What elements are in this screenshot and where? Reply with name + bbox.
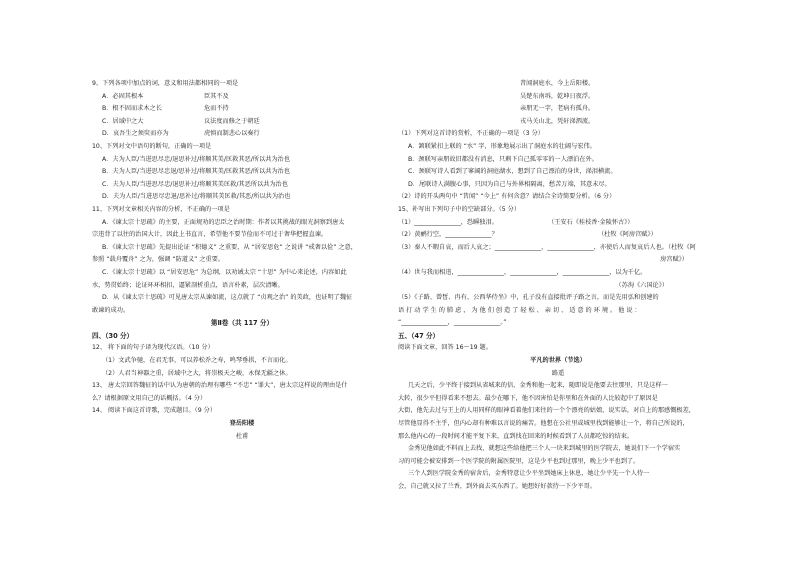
section5-intro: 阅读下面文章，回答 16～19 题。 <box>398 344 492 352</box>
q14-1-option-d[interactable]: D．尾联诗人满腹心事，只因为自己与外界相隔离，愁苦万端，其意未尽。 <box>408 180 611 188</box>
q9-row-c <box>92 116 392 129</box>
poem-line-4: 戎马关山北，凭轩涕泗流。 <box>520 117 595 125</box>
q9-option-a-pair: 臣其不及 <box>204 92 229 100</box>
right-column <box>398 78 718 494</box>
q9-option-d-pair: 虎慎而制悲心以奏行 <box>204 130 260 138</box>
q14-2-stem: （2）诗的开头两句中 “昔闻” “今上” 有何含意？请结合全诗简要分析。（6 分） <box>398 193 616 201</box>
q14-1-stem: （1）下列对这首诗的赏析，不正确的一项是（3 分） <box>398 130 544 138</box>
essay-paragraph: 几天之后，少平终于接到从省城来的信，金秀和他一起来，随即说是他要去往那里，只是这样一 <box>408 382 668 390</box>
q15-blank-2[interactable]: （2）黄鹂行空，_______________？ <box>398 231 498 239</box>
q10-stem: 10、下列对文中语句的断句，正确的一项是 <box>92 142 212 150</box>
q15-blank-5[interactable]: “_______________，_______________。” <box>398 319 507 327</box>
q13-line-1: 13、 唐太宗回答魏征的话中认为唐朝的治理有哪些 “不忠” “罪大”，唐太宗这样说的理由是什 <box>92 382 348 390</box>
q15-source-2: （杜牧《阿房宫赋》） <box>598 231 657 239</box>
q12-sentence-2: （2）人君当神器之重，居域中之大，将崇极天之峻，永保无疆之休。 <box>102 369 292 377</box>
q11-option-d-cont: 敢谏的成功。 <box>92 306 130 314</box>
q11-option-a-cont: 宗违背了以往的治国大计，因此上书直言，希望他不要节俭而不可过于奢华把握直谏。 <box>92 231 328 239</box>
q10-option-d[interactable]: D．夫为人臣/当进思尽忠退/思补过/将顺其美匡救/其恶/所以共为治也 <box>102 193 291 201</box>
q15-source-3: 房宫赋》） <box>660 256 688 264</box>
section5-title: 五、（47 分） <box>398 331 440 340</box>
q14-1-option-b[interactable]: B．颈联写亲朋故旧都没有消息，只剩下自己孤零零的一人漂泊在外。 <box>408 155 598 163</box>
q12-stem: 12、 将下面的句子译为现代汉语。（10 分） <box>92 344 214 352</box>
q11-option-b-cont: 参照 “载舟覆舟” 之为，强调 “防道义” 之重要。 <box>92 256 225 264</box>
poem-author: 杜甫 <box>235 432 249 440</box>
q9-option-b[interactable]: B．根不固而求木之长 <box>102 105 162 113</box>
q11-option-a[interactable]: A．《谏太宗十思疏》的主要，正面规劝的忠臣之治时期：作者以其挑战的眼光洞察到唐太 <box>102 218 345 226</box>
q11-stem: 11、下列对文章相关内容的分析，不正确的一项是 <box>92 205 230 213</box>
q15-source-4: （苏洵《六国论》） <box>615 281 668 289</box>
q15-blank-3[interactable]: （3）秦人不暇自哀，而后人哀之；_______________，_______________，亦使后人而复哀后人也。（杜牧《阿 <box>398 243 696 251</box>
q14-1-option-a[interactable]: A．颔联紧扣上联的 “水” 字，形象地展示出了洞庭水的壮阔与宏伟。 <box>408 142 596 150</box>
q15-blank-4[interactable]: （4）世与我而相违，_______________，_______________，_______________，以为千亿。 <box>398 268 647 276</box>
q15-blank-1[interactable]: （1）_______________，恐瞬独泪。 <box>398 218 498 226</box>
essay-title: 平凡的世界（节选） <box>530 357 586 365</box>
poem-title: 登岳阳楼 <box>229 420 255 428</box>
part2-title: 第Ⅱ卷（共 117 分） <box>210 319 274 328</box>
q15-row-2 <box>398 229 718 242</box>
q14-1-option-c[interactable]: C．颈联写诗人看到了寥阔的洞庭湖水，想到了自己漂泊的身世，涕泪横流。 <box>408 168 617 176</box>
q13-line-2: 么？请根据原文用自己的话概括。（4 分） <box>92 394 207 402</box>
q10-option-b[interactable]: B．夫为人臣/当进思尽忠退/思补过/将顺其美/匡救其恶/所以共为治也 <box>102 168 290 176</box>
q15-item-5-cont: 语 打 动 学 生 的 肺 虑 ， 为 他 们 创 造 了 轻 松 、 亲 切 、 适 意 的 环 境 。 他 说 ： <box>398 306 641 314</box>
essay-paragraph: 会，自己就又拉了兰香，到外面去买东西了。她想好好款待一下少平哥。 <box>398 483 596 490</box>
q11-option-d[interactable]: D．从《谏太宗十思疏》可见唐太宗从谏如流，这点就了 “贞观之治” 的美政，也证明了魏征 <box>102 294 353 302</box>
section4-title: 四、（30 分） <box>92 331 134 340</box>
essay-paragraph: 大街，他先去过与王上的人用同样的眼神看着他们来往的一个个漂亮的姑娘，说实话，对自上的那感慨极差， <box>398 407 695 415</box>
essay-author: 路遥 <box>551 369 565 377</box>
poem-line-1: 昔闻洞庭水，今上岳阳楼。 <box>520 80 595 87</box>
q9-stem: 9、下列各项中加点的词，意义和用法都相同的一项是 <box>92 80 239 87</box>
q14-stem: 14、 阅读下面这首诗歌，完成题目。（9 分） <box>92 407 217 415</box>
essay-paragraph: 习的可能会被安排到一个医学院的附属医院里，这是少平也到过那里，晚上少平也到了。 <box>398 457 640 465</box>
q9-option-d[interactable]: D．哀吾生之须臾而亦为 <box>102 130 169 138</box>
essay-paragraph: 三个人到医学院金秀的宿舍后，金秀特意让少平坐到她床上休息，她让少平先一个人待一 <box>408 470 650 478</box>
q9-option-c-pair: 议法度而修之于朝廷 <box>204 117 260 125</box>
q9-row-ab <box>92 91 392 104</box>
q9-row-b <box>92 103 392 116</box>
q10-option-c[interactable]: C．夫为人臣/当进思尽忠/退思补过/将顺其美匡救/其恶所以共为治也 <box>102 180 288 188</box>
essay-paragraph: 大转，很少平但得看来不想去。最少在哪下，他不因害怕是你里和在外面的人比较起中了原因是 <box>398 394 658 402</box>
q15-stem: 15、补写出下列句子中的空缺部分。（5 分） <box>398 205 521 213</box>
poem-line-3: 亲朋无一字，老病有孤舟。 <box>520 105 595 113</box>
q15-row-1 <box>398 217 718 230</box>
q11-option-c-cont: 水，势贯始终；论证环环相扣，逼紧剖析重点，语言朴素，层次清晰。 <box>92 281 284 289</box>
q9-option-b-pair: 危而不持 <box>204 105 229 113</box>
q11-option-b[interactable]: B．《谏太宗十思疏》先提出论证 “积德义” 之重要，从 “居安思危” 之说讲 “戒奢以俭” 之意， <box>102 243 357 251</box>
essay-paragraph: 尽管他显得不主乎，但内心却有种难以言说的痛苦。他想在公社里或城里找到能够让一个，将自己所说的， <box>398 420 689 428</box>
q9-row-d <box>92 128 392 141</box>
q9-option-c[interactable]: C．居域中之大 <box>102 117 144 125</box>
q12-sentence-1: （1）文武争驰，在君无事，可以养松乔之寿，鸣琴垂拱，不言而化。 <box>102 357 292 365</box>
q9-option-a[interactable]: A．必固其根本 <box>102 92 144 100</box>
q10-option-a[interactable]: A．夫为人臣/当进思尽忠/退思补过/将顺其美/匡救其恶/所以共为治也 <box>102 155 290 163</box>
poem-line-2: 吴楚东南坼，乾坤日夜浮。 <box>520 92 595 100</box>
q15-item-5: （5）《子路、曾皙、冉有、公西华侍坐》中，孔子没有直接批评子路之言，而是先用弘和创建的 <box>398 294 659 302</box>
left-column <box>92 78 392 443</box>
essay-paragraph: 金秀见他如此不料而上去找，就想这些给他把三个人一块来到城里的医学院去，她说们下一个学宿实 <box>408 445 681 453</box>
q15-source-1: （王安石《桂枝香·金陵怀古》） <box>548 218 634 226</box>
q11-option-c[interactable]: C．《谏太宗十思疏》以 “居安思危” 为总纲，以劝诫太宗 “十思” 为中心来论述，内容如此 <box>102 268 347 276</box>
essay-paragraph: 那么他内心的一段时间才能平复下来，直到找在回来的时候看到了人员都吃惊的结束。 <box>398 432 634 440</box>
